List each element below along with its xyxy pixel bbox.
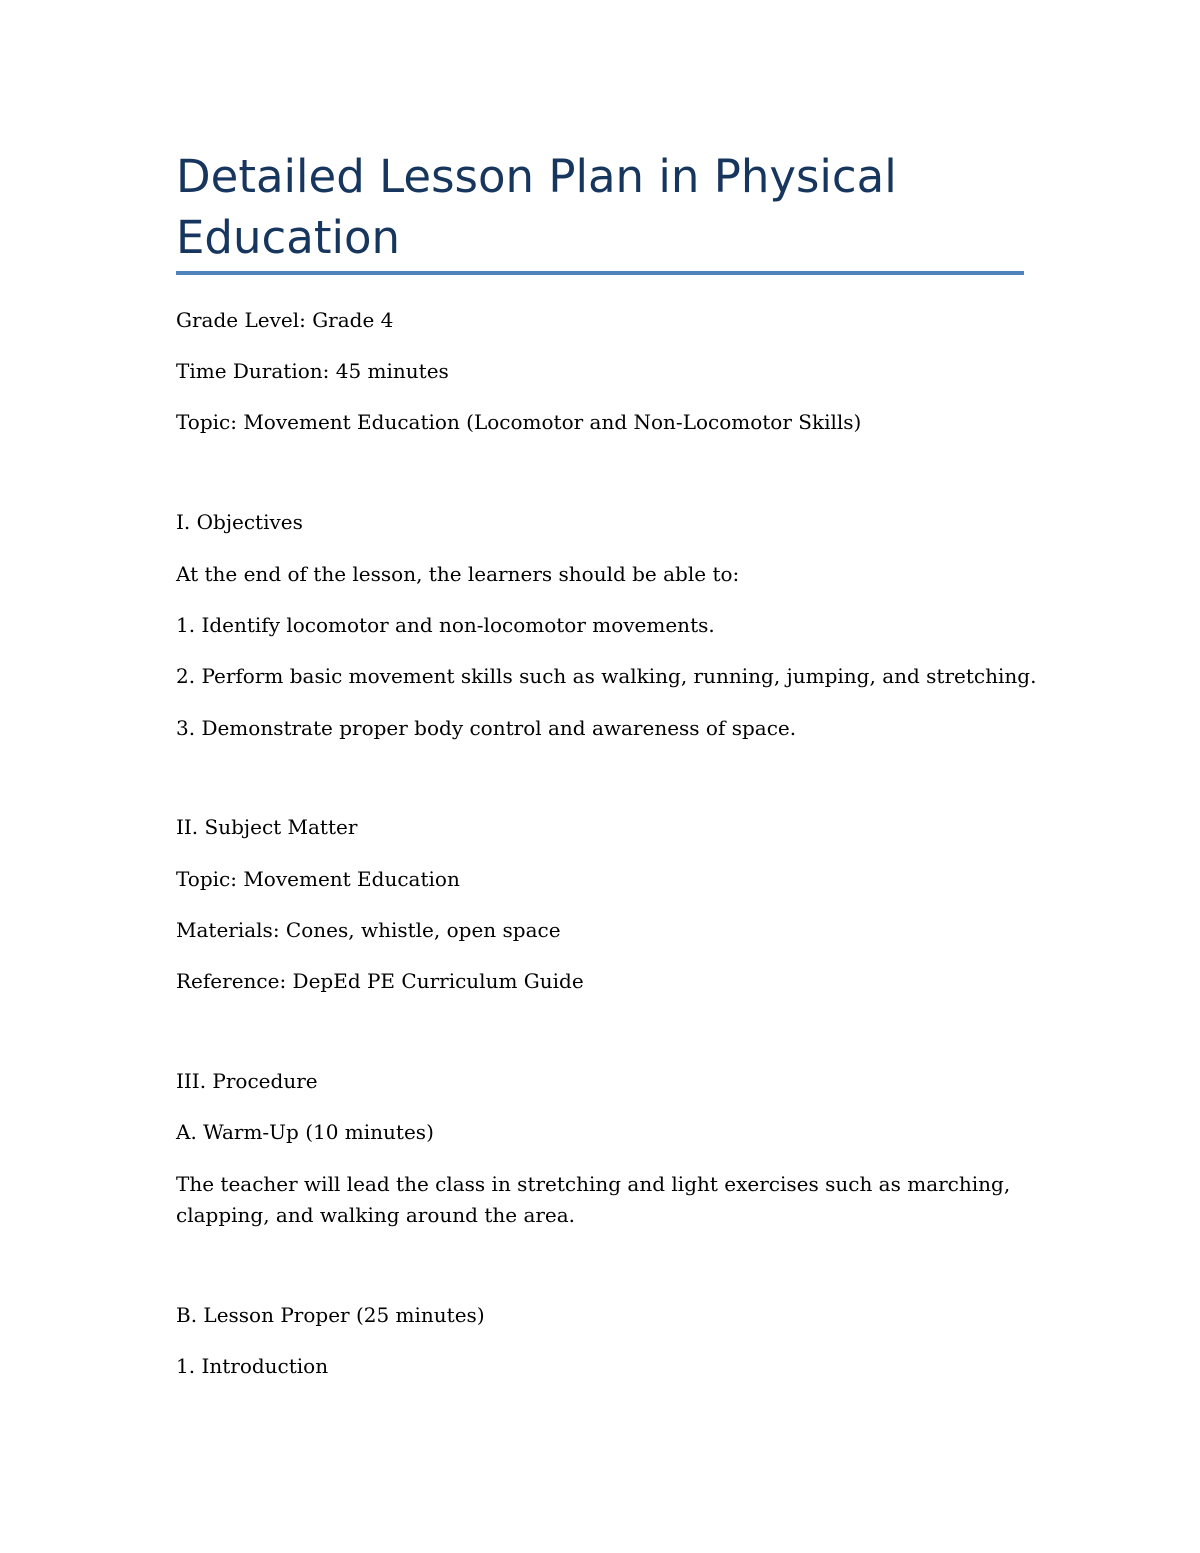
grade-level-line: Grade Level: Grade 4 <box>176 308 394 332</box>
objective-item-1: 1. Identify locomotor and non-locomotor movements. <box>176 613 715 637</box>
topic-line: Topic: Movement Education (Locomotor and Non-Locomotor Skills) <box>176 410 862 434</box>
title-underline <box>176 271 1024 275</box>
objective-item-2: 2. Perform basic movement skills such as walking, running, jumping, and stretching. <box>176 664 1037 688</box>
warm-up-heading: A. Warm-Up (10 minutes) <box>176 1120 434 1144</box>
objective-item-3: 3. Demonstrate proper body control and awareness of space. <box>176 716 797 740</box>
lesson-proper-heading: B. Lesson Proper (25 minutes) <box>176 1303 485 1327</box>
subject-matter-materials: Materials: Cones, whistle, open space <box>176 918 561 942</box>
time-duration-line: Time Duration: 45 minutes <box>176 359 449 383</box>
warm-up-text: The teacher will lead the class in stretching and light exercises such as marching, clapping, and walking around the area. <box>176 1172 1011 1227</box>
objectives-intro: At the end of the lesson, the learners should be able to: <box>176 562 740 586</box>
subject-matter-reference: Reference: DepEd PE Curriculum Guide <box>176 969 584 993</box>
subject-matter-heading: II. Subject Matter <box>176 815 358 839</box>
objectives-heading: I. Objectives <box>176 510 303 534</box>
introduction-item: 1. Introduction <box>176 1354 329 1378</box>
subject-matter-topic: Topic: Movement Education <box>176 867 460 891</box>
document-title: Detailed Lesson Plan in Physical Education <box>176 150 897 264</box>
procedure-heading: III. Procedure <box>176 1069 318 1093</box>
